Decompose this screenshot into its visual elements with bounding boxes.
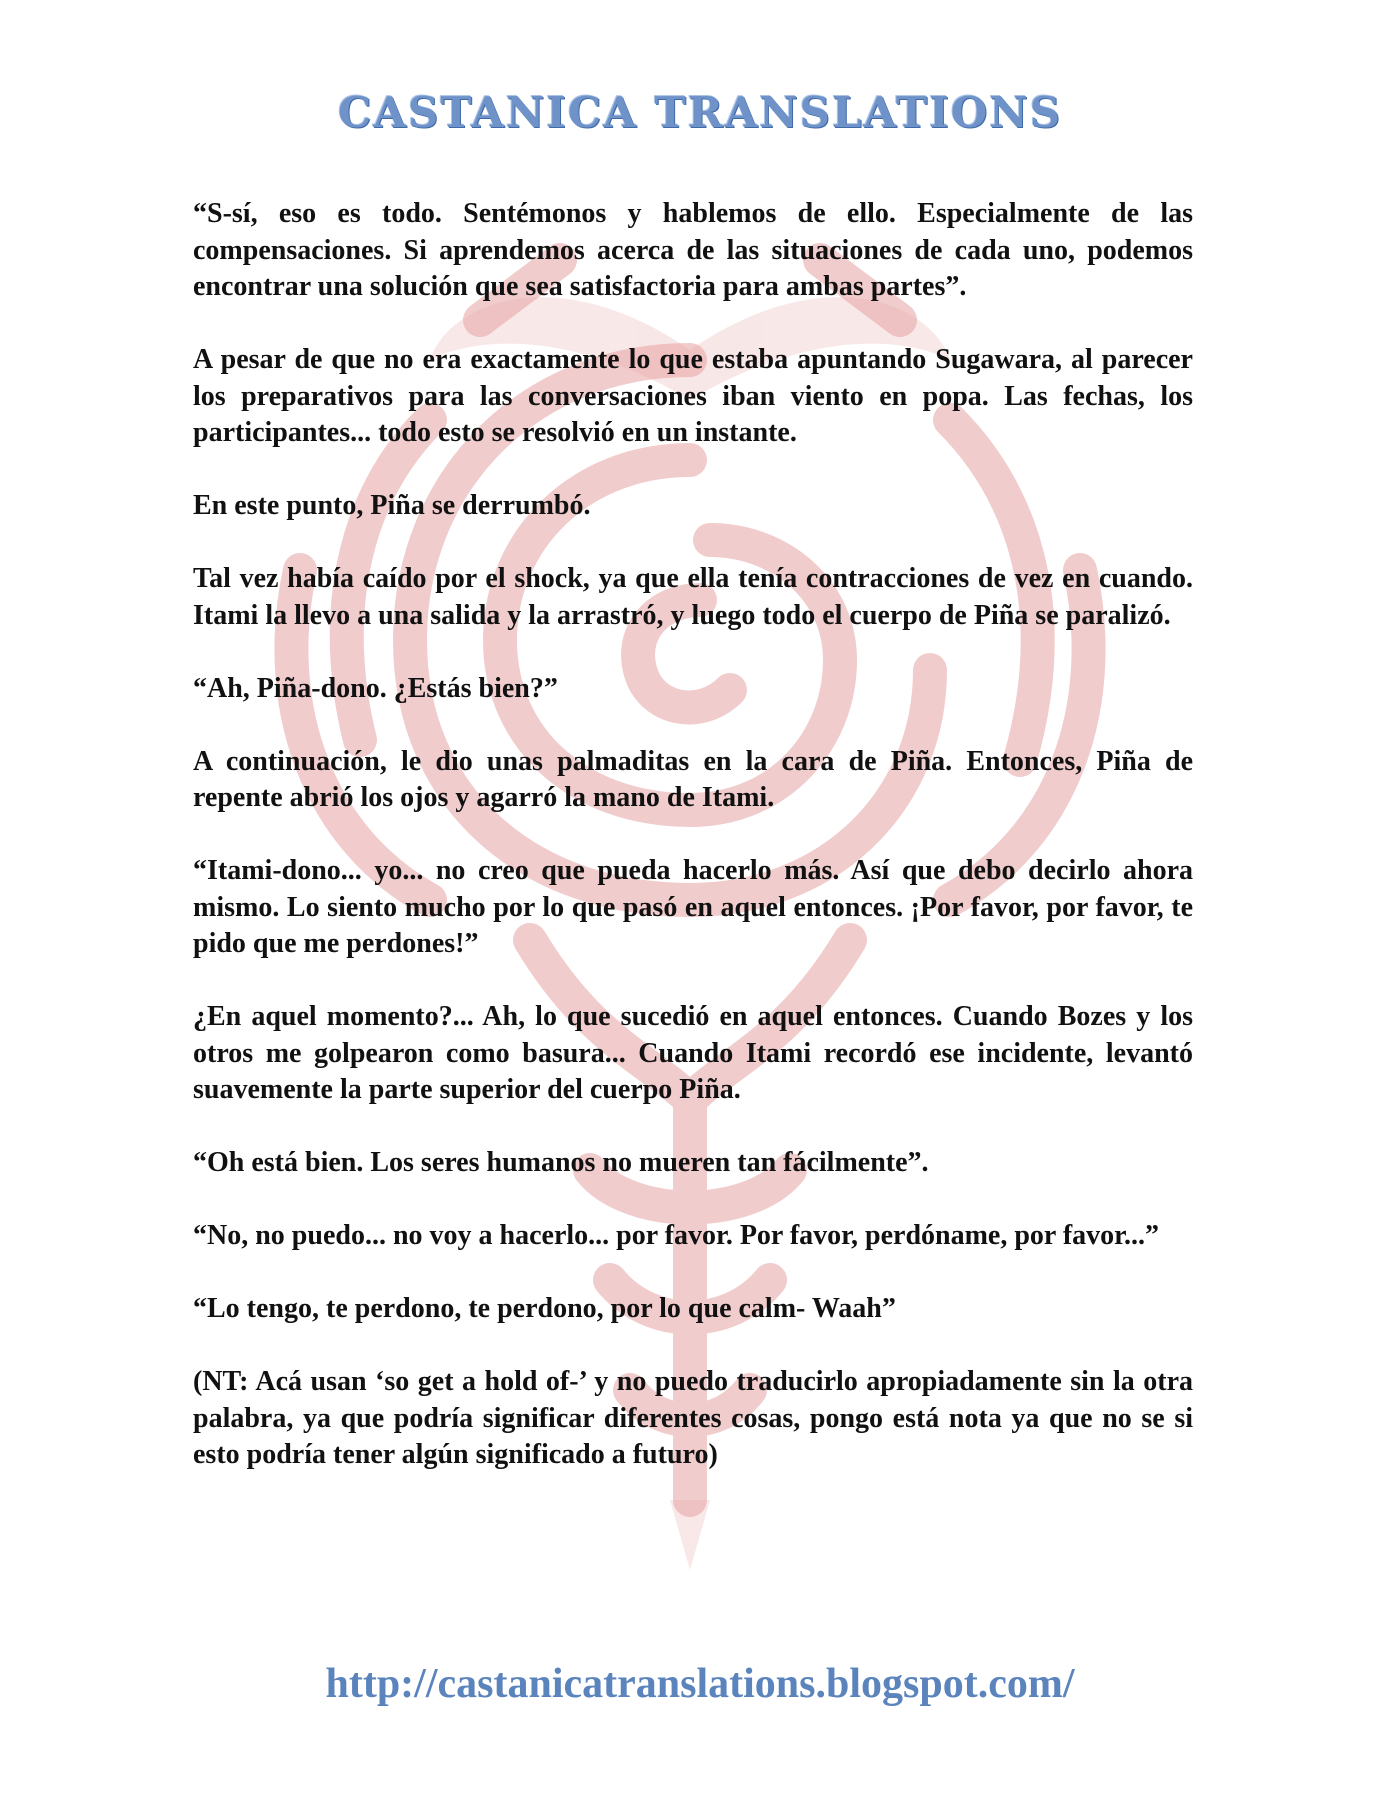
paragraph: “Itami-dono... yo... no creo que pueda hacerlo más. Así que debo decirlo ahora mismo. Lo siento mucho por lo que pasó en aquel entonces. ¡Por favor, por favor, te pido que me perdones!” — [193, 855, 1193, 959]
paragraph: (NT: Acá usan ‘so get a hold of-’ y no puedo traducirlo apropiadamente sin la otra palabra, ya que podría significar diferentes cosas, pongo está nota ya que no se si esto podría tener algún significado a futuro) — [193, 1366, 1193, 1470]
paragraph: “S-sí, eso es todo. Sentémonos y hablemos de ello. Especialmente de las compensaciones. Si aprendemos acerca de las situaciones de cada uno, podemos encontrar una solución que sea satisfactoria para ambas partes”. — [193, 198, 1193, 302]
paragraph: “Oh está bien. Los seres humanos no mueren tan fácilmente”. — [193, 1147, 929, 1178]
paragraph: A pesar de que no era exactamente lo que estaba apuntando Sugawara, al parecer los preparativos para las conversaciones iban viento en popa. Las fechas, los participantes... todo esto se resolvió en un instante. — [193, 344, 1193, 448]
paragraph: “No, no puedo... no voy a hacerlo... por favor. Por favor, perdóname, por favor...” — [193, 1220, 1160, 1251]
paragraph: En este punto, Piña se derrumbó. — [193, 490, 591, 521]
paragraph: “Ah, Piña-dono. ¿Estás bien?” — [193, 672, 558, 704]
site-title: CASTANICA TRANSLATIONS — [337, 88, 1063, 137]
page-header — [0, 88, 1400, 137]
document-body — [193, 196, 1193, 1510]
paragraph: Tal vez había caído por el shock, ya que ella tenía contracciones de vez en cuando. Itami la llevo a una salida y la arrastró, y luego todo el cuerpo de Piña se paralizó. — [193, 563, 1193, 631]
paragraph: A continuación, le dio unas palmaditas en la cara de Piña. Entonces, Piña de repente abrió los ojos y agarró la mano de Itami. — [193, 745, 1193, 813]
blog-url-link[interactable]: http://castanicatranslations.blogspot.com/ — [325, 1661, 1075, 1707]
paragraph: ¿En aquel momento?... Ah, lo que sucedió en aquel entonces. Cuando Bozes y los otros me golpearon como basura... Cuando Itami recordó ese incidente, levantó suavemente la parte superior del cuerpo Piña. — [193, 1001, 1193, 1105]
page-footer — [0, 1660, 1400, 1708]
paragraph: “Lo tengo, te perdono, te perdono, por lo que calm- Waah” — [193, 1293, 896, 1324]
